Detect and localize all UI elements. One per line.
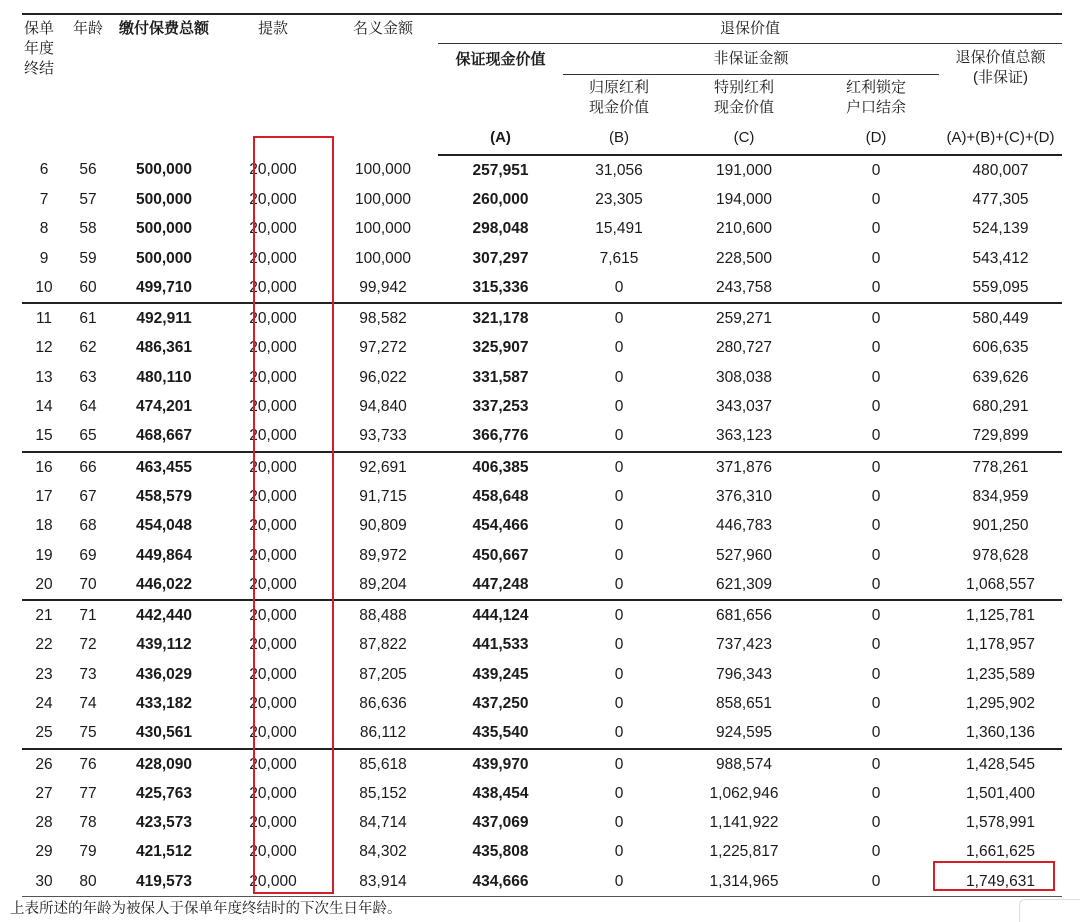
cell-notional: 97,272: [359, 339, 407, 357]
cell-total-premium: 449,864: [135, 546, 193, 564]
cell-special-bonus: 1,141,922: [709, 814, 779, 832]
cell-guaranteed-cash: 366,776: [472, 427, 529, 445]
cell-year: 6: [39, 161, 49, 179]
cell-guaranteed-cash: 435,808: [472, 843, 529, 861]
cell-reversionary-bonus: 0: [614, 427, 624, 445]
cell-year: 23: [35, 665, 53, 683]
cell-age: 75: [79, 724, 97, 742]
cell-withdrawal: 20,000: [249, 694, 297, 712]
cell-special-bonus: 681,656: [675, 600, 813, 630]
cell-reversionary-bonus: 31,056: [595, 161, 643, 179]
cell-notional: 86,636: [359, 694, 407, 712]
col-header-total-premium: 缴付保费总额: [118, 20, 209, 37]
table-row: [22, 541, 1062, 570]
cell-age: 62: [79, 339, 97, 357]
cell-withdrawal: 20,000: [249, 278, 297, 296]
cell-special-bonus: 737,423: [715, 636, 773, 654]
cell-bonus-lock: 0: [813, 600, 939, 630]
cell-withdrawal: 20,000: [249, 220, 297, 238]
cell-notional: 88,488: [328, 600, 438, 630]
table-row: [22, 631, 1062, 660]
cell-reversionary-bonus: 0: [563, 303, 675, 333]
cell-notional: 98,582: [328, 303, 438, 333]
table-row: [22, 334, 1062, 363]
cell-age: 64: [79, 398, 97, 416]
cell-total-premium: 486,361: [135, 339, 193, 357]
cell-total-surrender: 1,661,625: [966, 843, 1035, 861]
cell-guaranteed-cash: 439,245: [472, 665, 529, 683]
cell-special-bonus: 1,062,946: [709, 784, 779, 802]
cell-total-surrender: 559,095: [972, 278, 1029, 296]
cell-age: 59: [79, 249, 97, 267]
cell-special-bonus: 988,574: [675, 749, 813, 779]
cell-age: 74: [79, 694, 97, 712]
cell-total-surrender: 606,635: [972, 339, 1029, 357]
cell-total-surrender: 1,295,902: [966, 694, 1035, 712]
table-row: [22, 779, 1062, 808]
cell-special-bonus: 621,309: [715, 575, 773, 593]
cell-total-premium: 458,579: [135, 487, 193, 505]
cell-guaranteed-cash: 458,648: [472, 487, 529, 505]
cell-special-bonus: 858,651: [715, 694, 773, 712]
cell-reversionary-bonus: 0: [614, 339, 624, 357]
cell-age: 80: [66, 867, 110, 897]
table-row: [22, 273, 1062, 303]
cell-special-bonus: 194,000: [715, 190, 773, 208]
cell-bonus-lock: 0: [871, 190, 881, 208]
cell-age: 68: [79, 517, 97, 535]
cell-special-bonus: 527,960: [715, 546, 773, 564]
cell-special-bonus: 228,500: [715, 249, 773, 267]
cell-withdrawal: 20,000: [249, 843, 297, 861]
cell-guaranteed-cash: 435,540: [472, 724, 529, 742]
cell-notional: 87,822: [359, 636, 407, 654]
cell-year: 10: [35, 278, 53, 296]
cell-guaranteed-cash: 439,970: [438, 749, 563, 779]
col-label-total: (A)+(B)+(C)+(D): [939, 121, 1062, 155]
cell-reversionary-bonus: 0: [614, 784, 624, 802]
cell-age: 67: [79, 487, 97, 505]
cell-withdrawal: 20,000: [249, 368, 297, 386]
cell-age: 63: [79, 368, 97, 386]
cell-age: 60: [79, 278, 97, 296]
cell-special-bonus: 924,595: [715, 724, 773, 742]
cell-withdrawal: 20,000: [218, 452, 328, 482]
cell-total-surrender: 978,628: [972, 546, 1029, 564]
cell-reversionary-bonus: 0: [614, 546, 624, 564]
cell-bonus-lock: 0: [871, 368, 881, 386]
cell-bonus-lock: 0: [871, 636, 881, 654]
cell-withdrawal: 20,000: [249, 398, 297, 416]
col-label-b: (B): [563, 121, 675, 155]
col-header-reversionary-bonus: 归原红利 现金价值: [588, 79, 649, 116]
cell-total-premium: 430,561: [135, 724, 193, 742]
cell-notional: 93,733: [359, 427, 407, 445]
cell-guaranteed-cash: 307,297: [472, 249, 529, 267]
cell-withdrawal: 20,000: [249, 665, 297, 683]
cell-special-bonus: 1,225,817: [709, 843, 779, 861]
cell-age: 78: [79, 814, 97, 832]
cell-notional: 85,152: [359, 784, 407, 802]
cell-guaranteed-cash: 257,951: [472, 161, 529, 179]
cell-notional: 89,204: [359, 575, 407, 593]
cell-total-surrender: 580,449: [939, 303, 1062, 333]
cell-year: 14: [35, 398, 53, 416]
cell-bonus-lock: 0: [871, 665, 881, 683]
table-row: [22, 838, 1062, 867]
cell-year: 13: [35, 368, 53, 386]
table-row: [22, 660, 1062, 689]
cell-bonus-lock: 0: [871, 487, 881, 505]
table-row: [22, 215, 1062, 244]
cell-bonus-lock: 0: [871, 546, 881, 564]
table-row: [22, 512, 1062, 541]
cell-withdrawal: 20,000: [218, 867, 328, 897]
cell-reversionary-bonus: 0: [614, 398, 624, 416]
cell-total-surrender: 834,959: [972, 487, 1029, 505]
cell-age: 69: [79, 546, 97, 564]
cell-total-surrender: 680,291: [972, 398, 1029, 416]
cell-notional: 90,809: [359, 517, 407, 535]
cell-bonus-lock: 0: [871, 843, 881, 861]
cell-bonus-lock: 0: [813, 867, 939, 897]
cell-bonus-lock: 0: [871, 427, 881, 445]
cell-withdrawal: 20,000: [249, 427, 297, 445]
cell-reversionary-bonus: 0: [614, 724, 624, 742]
cell-total-surrender: 901,250: [972, 517, 1029, 535]
cell-notional: 84,302: [359, 843, 407, 861]
cell-reversionary-bonus: 0: [614, 694, 624, 712]
table-body: [22, 155, 1062, 897]
cell-bonus-lock: 0: [871, 339, 881, 357]
cell-year: 27: [35, 784, 53, 802]
cell-guaranteed-cash: 331,587: [472, 368, 529, 386]
cell-total-surrender: 524,139: [972, 220, 1029, 238]
cell-year: 9: [39, 249, 49, 267]
cell-age: 66: [66, 452, 110, 482]
cell-guaranteed-cash: 447,248: [472, 575, 529, 593]
cell-total-premium: 433,182: [135, 694, 193, 712]
cell-notional: 83,914: [328, 867, 438, 897]
table-row: [22, 809, 1062, 838]
cell-year: 20: [35, 575, 53, 593]
footnote: 上表所述的年龄为被保人于保单年度终结时的下次生日年龄。: [10, 901, 402, 917]
table-row: [22, 452, 1062, 482]
cell-total-premium: 468,667: [135, 427, 193, 445]
cell-withdrawal: 20,000: [249, 814, 297, 832]
table-row: [22, 867, 1062, 897]
cell-age: 61: [66, 303, 110, 333]
cell-year: 19: [35, 546, 53, 564]
cell-special-bonus: 371,876: [675, 452, 813, 482]
cell-reversionary-bonus: 0: [563, 452, 675, 482]
cell-bonus-lock: 0: [871, 249, 881, 267]
cell-reversionary-bonus: 0: [563, 600, 675, 630]
cell-bonus-lock: 0: [871, 220, 881, 238]
cell-bonus-lock: 0: [871, 694, 881, 712]
cell-guaranteed-cash: 437,250: [472, 694, 529, 712]
cell-guaranteed-cash: 321,178: [438, 303, 563, 333]
cell-reversionary-bonus: 0: [614, 665, 624, 683]
cell-age: 57: [79, 190, 97, 208]
corner-fragment: [1019, 899, 1080, 922]
cell-year: 26: [22, 749, 66, 779]
cell-total-premium: 439,112: [136, 636, 192, 654]
cell-notional: 100,000: [354, 249, 412, 267]
cell-bonus-lock: 0: [871, 161, 881, 179]
cell-age: 58: [79, 220, 97, 238]
cell-age: 70: [79, 575, 97, 593]
col-header-total-surrender: 退保价值总额 (非保证): [955, 49, 1046, 86]
cell-year: 16: [22, 452, 66, 482]
cell-bonus-lock: 0: [871, 278, 881, 296]
table-row: [22, 303, 1062, 333]
cell-withdrawal: 20,000: [249, 636, 297, 654]
cell-total-surrender: 729,899: [972, 427, 1029, 445]
col-header-surrender-value: 退保价值: [438, 14, 1062, 44]
cell-year: 30: [22, 867, 66, 897]
cell-total-surrender: 477,305: [972, 190, 1029, 208]
cell-bonus-lock: 0: [871, 814, 881, 832]
cell-withdrawal: 20,000: [249, 724, 297, 742]
cell-guaranteed-cash: 406,385: [438, 452, 563, 482]
cell-notional: 96,022: [359, 368, 407, 386]
cell-total-surrender: 639,626: [972, 368, 1029, 386]
cell-reversionary-bonus: 0: [563, 867, 675, 897]
cell-reversionary-bonus: 0: [563, 749, 675, 779]
cell-bonus-lock: 0: [871, 784, 881, 802]
col-header-age: 年龄: [72, 20, 103, 37]
cell-age: 71: [66, 600, 110, 630]
cell-total-surrender: 1,749,631: [939, 867, 1062, 897]
table-row: [22, 155, 1062, 185]
col-header-year-end: 保单年度终结: [24, 20, 55, 77]
cell-reversionary-bonus: 0: [614, 517, 624, 535]
cell-bonus-lock: 0: [813, 452, 939, 482]
cell-guaranteed-cash: 437,069: [472, 814, 529, 832]
cell-bonus-lock: 0: [813, 749, 939, 779]
table-row: [22, 749, 1062, 779]
table-row: [22, 422, 1062, 452]
cell-special-bonus: 243,758: [715, 278, 773, 296]
cell-notional: 100,000: [354, 220, 412, 238]
cell-total-surrender: 1,501,400: [966, 784, 1035, 802]
cell-withdrawal: 20,000: [249, 487, 297, 505]
cell-notional: 94,840: [359, 398, 407, 416]
cell-special-bonus: 308,038: [715, 368, 773, 386]
cell-bonus-lock: 0: [871, 398, 881, 416]
cell-total-surrender: 1,360,136: [966, 724, 1035, 742]
cell-total-surrender: 1,235,589: [966, 665, 1035, 683]
cell-special-bonus: 259,271: [675, 303, 813, 333]
cell-notional: 89,972: [359, 546, 407, 564]
cell-guaranteed-cash: 337,253: [472, 398, 529, 416]
cell-year: 11: [22, 303, 66, 333]
table-header: [22, 14, 1062, 155]
cell-total-premium: 463,455: [110, 452, 218, 482]
cell-year: 25: [35, 724, 53, 742]
cell-bonus-lock: 0: [871, 724, 881, 742]
cell-total-premium: 454,048: [135, 517, 193, 535]
cell-total-premium: 442,440: [110, 600, 218, 630]
cell-guaranteed-cash: 450,667: [472, 546, 529, 564]
cell-notional: 99,942: [359, 278, 407, 296]
col-header-notional: 名义金额: [352, 20, 413, 37]
cell-total-premium: 500,000: [135, 161, 193, 179]
cell-total-premium: 425,763: [135, 784, 193, 802]
cell-year: 22: [35, 636, 53, 654]
cell-reversionary-bonus: 15,491: [595, 220, 643, 238]
cell-bonus-lock: 0: [813, 303, 939, 333]
cell-total-premium: 436,029: [135, 665, 193, 683]
cell-guaranteed-cash: 260,000: [472, 190, 529, 208]
illustration-table: [22, 13, 1062, 897]
cell-reversionary-bonus: 0: [614, 368, 624, 386]
cell-notional: 91,715: [359, 487, 407, 505]
cell-guaranteed-cash: 438,454: [472, 784, 529, 802]
table-row: [22, 600, 1062, 630]
cell-guaranteed-cash: 298,048: [472, 220, 529, 238]
col-label-d: (D): [813, 121, 939, 155]
cell-reversionary-bonus: 0: [614, 636, 624, 654]
cell-reversionary-bonus: 0: [614, 814, 624, 832]
cell-special-bonus: 210,600: [715, 220, 773, 238]
cell-year: 12: [35, 339, 53, 357]
cell-year: 24: [35, 694, 53, 712]
col-label-c: (C): [675, 121, 813, 155]
cell-total-premium: 428,090: [110, 749, 218, 779]
cell-special-bonus: 1,314,965: [675, 867, 813, 897]
cell-reversionary-bonus: 23,305: [595, 190, 643, 208]
cell-bonus-lock: 0: [871, 517, 881, 535]
cell-special-bonus: 343,037: [715, 398, 773, 416]
cell-reversionary-bonus: 0: [614, 278, 624, 296]
cell-total-surrender: 480,007: [972, 161, 1029, 179]
cell-reversionary-bonus: 0: [614, 843, 624, 861]
cell-withdrawal: 20,000: [218, 303, 328, 333]
cell-age: 65: [79, 427, 97, 445]
cell-year: 15: [35, 427, 53, 445]
cell-year: 17: [35, 487, 53, 505]
cell-total-premium: 500,000: [135, 220, 193, 238]
cell-total-surrender: 1,068,557: [966, 575, 1035, 593]
cell-notional: 86,112: [359, 724, 407, 742]
cell-guaranteed-cash: 325,907: [472, 339, 529, 357]
cell-year: 18: [35, 517, 53, 535]
cell-total-premium: 423,573: [135, 814, 193, 832]
table-row: [22, 689, 1062, 718]
cell-withdrawal: 20,000: [249, 517, 297, 535]
cell-total-surrender: 778,261: [939, 452, 1062, 482]
cell-year: 28: [35, 814, 53, 832]
cell-bonus-lock: 0: [871, 575, 881, 593]
col-header-special-bonus: 特别红利 现金价值: [713, 79, 774, 116]
cell-notional: 84,714: [359, 814, 407, 832]
cell-withdrawal: 20,000: [249, 249, 297, 267]
cell-special-bonus: 446,783: [715, 517, 773, 535]
table-row: [22, 719, 1062, 749]
cell-total-premium: 500,000: [135, 249, 193, 267]
cell-total-surrender: 1,428,545: [939, 749, 1062, 779]
cell-total-surrender: 1,178,957: [966, 636, 1035, 654]
cell-reversionary-bonus: 0: [614, 575, 624, 593]
cell-year: 8: [39, 220, 49, 238]
cell-total-premium: 492,911: [110, 303, 218, 333]
cell-reversionary-bonus: 0: [614, 487, 624, 505]
cell-withdrawal: 20,000: [249, 190, 297, 208]
cell-total-premium: 419,573: [110, 867, 218, 897]
cell-total-premium: 500,000: [135, 190, 193, 208]
cell-guaranteed-cash: 454,466: [472, 517, 529, 535]
cell-withdrawal: 20,000: [249, 546, 297, 564]
cell-total-surrender: 1,125,781: [939, 600, 1062, 630]
cell-total-premium: 421,512: [135, 843, 193, 861]
cell-guaranteed-cash: 434,666: [438, 867, 563, 897]
cell-notional: 92,691: [328, 452, 438, 482]
cell-age: 77: [79, 784, 97, 802]
cell-notional: 100,000: [354, 190, 412, 208]
cell-total-premium: 499,710: [135, 278, 193, 296]
col-header-withdrawal: 提款: [257, 20, 288, 37]
cell-age: 73: [79, 665, 97, 683]
col-label-a: (A): [438, 121, 563, 155]
cell-age: 72: [79, 636, 97, 654]
cell-notional: 100,000: [354, 161, 412, 179]
cell-guaranteed-cash: 441,533: [472, 636, 529, 654]
cell-year: 21: [22, 600, 66, 630]
cell-total-premium: 480,110: [136, 368, 192, 386]
table-row: [22, 185, 1062, 214]
cell-notional: 87,205: [359, 665, 407, 683]
col-header-non-guaranteed: 非保证金额: [563, 44, 939, 75]
table-row: [22, 482, 1062, 511]
cell-reversionary-bonus: 7,615: [599, 249, 639, 267]
table-row: [22, 244, 1062, 273]
table-row: [22, 392, 1062, 421]
cell-total-surrender: 1,578,991: [966, 814, 1035, 832]
cell-withdrawal: 20,000: [218, 600, 328, 630]
cell-notional: 85,618: [328, 749, 438, 779]
cell-total-premium: 474,201: [135, 398, 193, 416]
table-row: [22, 363, 1062, 392]
table-row: [22, 570, 1062, 600]
cell-special-bonus: 376,310: [715, 487, 773, 505]
cell-age: 76: [66, 749, 110, 779]
col-header-bonus-lock: 红利锁定 户口结余: [845, 79, 906, 116]
cell-special-bonus: 363,123: [715, 427, 773, 445]
cell-withdrawal: 20,000: [249, 784, 297, 802]
cell-guaranteed-cash: 444,124: [438, 600, 563, 630]
cell-total-surrender: 543,412: [972, 249, 1029, 267]
cell-special-bonus: 280,727: [715, 339, 773, 357]
cell-total-premium: 446,022: [135, 575, 193, 593]
cell-age: 79: [79, 843, 97, 861]
cell-withdrawal: 20,000: [249, 575, 297, 593]
cell-special-bonus: 191,000: [715, 161, 773, 179]
cell-age: 56: [79, 161, 97, 179]
col-header-guaranteed-cash: 保证现金价值: [455, 51, 546, 68]
cell-withdrawal: 20,000: [218, 749, 328, 779]
cell-special-bonus: 796,343: [715, 665, 773, 683]
cell-withdrawal: 20,000: [249, 161, 297, 179]
cell-year: 29: [35, 843, 53, 861]
cell-year: 7: [39, 190, 49, 208]
cell-guaranteed-cash: 315,336: [472, 278, 529, 296]
cell-withdrawal: 20,000: [249, 339, 297, 357]
